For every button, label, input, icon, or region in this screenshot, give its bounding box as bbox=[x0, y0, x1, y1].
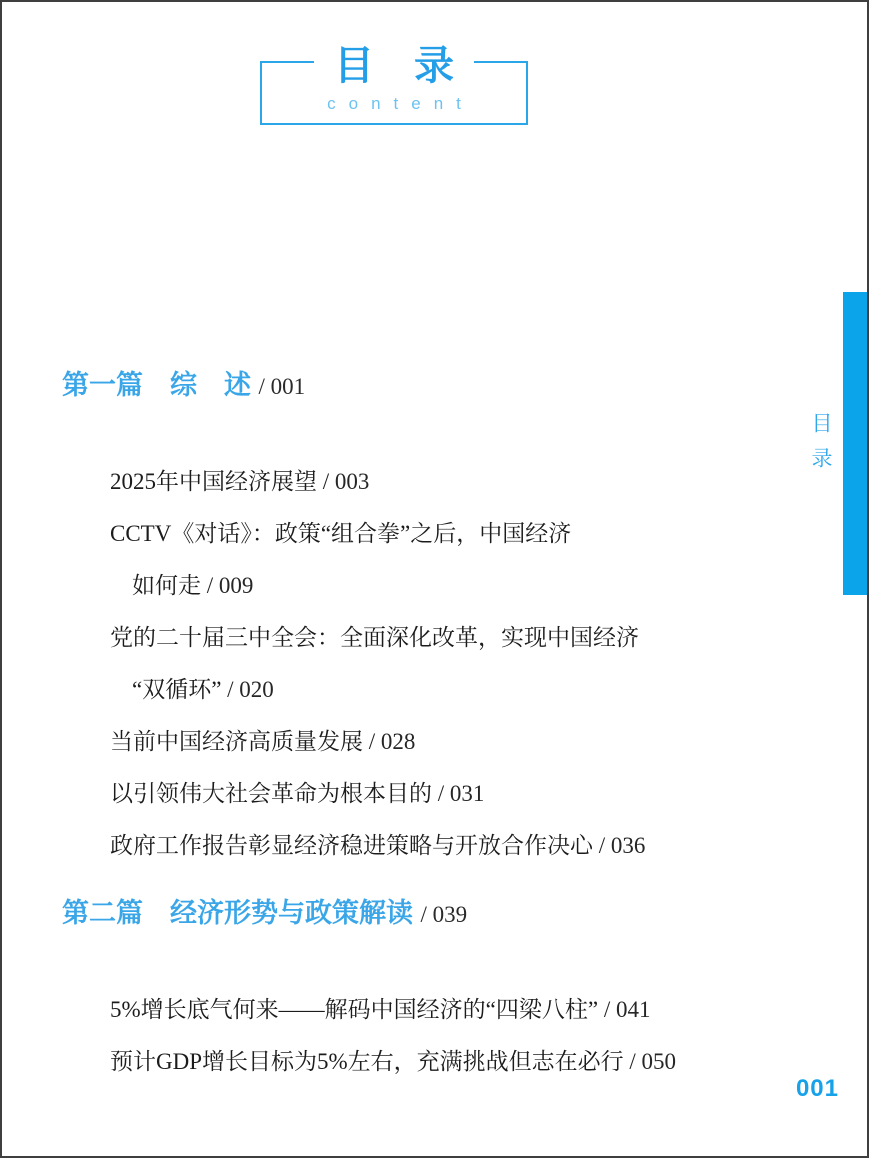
entry-page-number: / 020 bbox=[227, 677, 274, 702]
section-title: 第一篇 综 述 bbox=[62, 370, 251, 400]
entry-page-number: / 036 bbox=[598, 833, 646, 858]
section-heading-1 bbox=[62, 368, 772, 404]
section-page-number: / 001 bbox=[258, 374, 306, 399]
toc-entry: 2025年中国经济展望 / 003 bbox=[110, 469, 370, 494]
toc-header-box bbox=[260, 43, 528, 125]
section-title: 第二篇 经济形势与政策解读 bbox=[62, 898, 413, 928]
section-heading-2 bbox=[62, 896, 772, 932]
toc-entry: 以引领伟大社会革命为根本目的 / 031 bbox=[110, 781, 485, 806]
toc-content bbox=[62, 368, 772, 1112]
toc-entry: 政府工作报告彰显经济稳进策略与开放合作决心 / 036 bbox=[110, 833, 646, 858]
section-1-entries bbox=[110, 456, 772, 872]
side-tab-bar bbox=[843, 292, 867, 595]
toc-entry: 党的二十届三中全会：全面深化改革，实现中国经济 bbox=[110, 625, 639, 650]
entry-page-number: / 009 bbox=[206, 573, 254, 598]
section-page-number: / 039 bbox=[420, 902, 468, 927]
toc-title: 目 录 bbox=[314, 46, 474, 86]
side-tab-label: 目录 bbox=[809, 412, 833, 482]
toc-entry: CCTV《对话》：政策“组合拳”之后，中国经济 bbox=[110, 521, 572, 546]
entry-page-number: / 003 bbox=[322, 469, 370, 494]
toc-entry-continuation: 如何走 / 009 bbox=[132, 573, 254, 598]
entry-page-number: / 050 bbox=[629, 1049, 677, 1074]
section-2-entries bbox=[110, 984, 772, 1088]
toc-entry-continuation: “双循环” / 020 bbox=[132, 677, 274, 702]
entry-page-number: / 028 bbox=[368, 729, 416, 754]
page-number: 001 bbox=[795, 1075, 839, 1102]
toc-entry: 5%增长底气何来——解码中国经济的“四梁八柱” / 041 bbox=[110, 997, 651, 1022]
entry-page-number: / 041 bbox=[603, 997, 651, 1022]
toc-entry: 预计GDP增长目标为5%左右，充满挑战但志在必行 / 050 bbox=[110, 1049, 677, 1074]
entry-page-number: / 031 bbox=[437, 781, 485, 806]
toc-subtitle: content bbox=[327, 94, 474, 113]
toc-entry: 当前中国经济高质量发展 / 028 bbox=[110, 729, 416, 754]
